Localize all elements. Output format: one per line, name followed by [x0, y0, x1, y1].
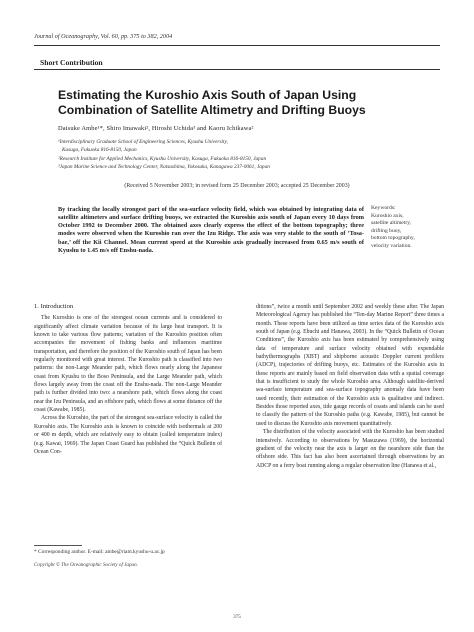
section-rule [34, 69, 440, 70]
affiliation-line: ³Japan Marine Science and Technology Center, Natsushima, Yokosuka, Kanagawa 237-0061, Japan [58, 164, 270, 171]
keywords-label: Keywords: [371, 205, 396, 211]
body-paragraph: The Kuroshio is one of the strongest ocean currents and is considered to significantly affect climate variation because of its large heat transport. It is known to take various flow patterns; variation of the Kuroshio position often accompanies the movement of fishing banks and influences maritime transportation, and therefore the position of the Kuroshio south of Japan has been regularly monitored with great interest. The Kuroshio path is classified into two patterns: the non-Large Meander path, which flows nearly along the Japanese coast from Kyushu to the Boso Peninsula, and the Large Meander path, which flows largely away from the coast off the Enshu-nada. The non-Large Meander path is further divided into two: a nearshore path, which flows along the coast near the Izu Peninsula, and an offshore path, which flows at some distance off the coast (Kawabe, 1985). [34, 315, 222, 414]
affiliation-line: Kasuga, Fukuoka 816-8150, Japan [62, 147, 137, 154]
left-column [34, 303, 222, 456]
right-column [256, 303, 444, 470]
body-paragraph: Across the Kuroshio, the part of the strongest sea-surface velocity is called the Kuroshio axis. The Kuroshio axis is known to coincide with isothermals at 200 or 400 m depth, which are relatively easy to obtain (called temperature index) (e.g. Kawai, 1969). The Japan Coast Guard has published the “Quick Bulletin of Ocean Con- [34, 415, 222, 455]
body-paragraph: ditions”, twice a month until September 2002 and weekly these after. The Japan Meteorological Agency has published the “Ten-day Marine Report” three times a month. These reports have been utilized as time series data of the Kuroshio axis south of Japan (e.g. Ebuchi and Hanawa, 2003). In the “Quick Bulletin of Ocean Conditions”, the Kuroshio axis has been estimated by comprehensively using data of temperature and surface velocity obtained with expendable bathythermographs (XBT) and shipborne acoustic Doppler current profilers (ADCP), trajectories of drifting buoys, etc. Estimates of the Kuroshio axis in these reports are mainly based on field observation data with a spatial coverage that is insufficient to study the whole Kuroshio area. Although satellite-derived sea-surface temperature and sea-surface topography anomaly data have been used recently, their estimation of the Kuroshio axis is qualitative and indirect. Besides those reported axes, tide gauge records of coasts and islands can be used to classify the pattern of the Kuroshio paths (e.g. Kawabe, 1985), but cannot be used to discuss the Kuroshio axis movement quantitatively. [256, 304, 444, 427]
keywords-list [371, 213, 451, 251]
paper-title: Estimating the Kuroshio Axis South of Japan Using Combination of Satellite Altimetry and Drifting Buoys [58, 88, 366, 118]
top-rule [34, 45, 440, 46]
page-number: 375 [233, 614, 241, 620]
affiliation-line: ¹Interdisciplinary Graduate School of Engineering Sciences, Kyushu University, [58, 139, 228, 145]
section-type: Short Contribution [40, 58, 103, 67]
keyword-item: bottom topography, [371, 235, 415, 242]
affiliations [58, 138, 398, 172]
keyword-item: Kuroshio axis, [371, 212, 404, 219]
received-dates: (Received 5 November 2003; in revised form 25 December 2003; accepted 25 December 2003) [124, 183, 350, 189]
journal-header: Journal of Oceanography, Vol. 60, pp. 375 to 382, 2004 [34, 33, 173, 40]
section-heading-introduction: 1. Introduction [34, 303, 74, 310]
body-paragraph: The distribution of the velocity associated with the Kuroshio has been studied intensively. According to observations by Masuzawa (1969), the horizontal gradient of the velocity near the axis is larger on the nearshore side than the offshore side. This fact has also been ascertained through observations by an ADCP on a ferry boat running along a regular observation line (Hanawa et al., [256, 429, 444, 469]
keywords-box [371, 205, 451, 251]
copyright-notice: Copyright © The Oceanographic Society of Japan. [34, 562, 138, 568]
keyword-item: drifting buoy, [371, 227, 402, 234]
abstract: By tracking the locally strongest part of the sea-surface velocity field, which was obtained by integrating data of satellite altimeters and surface drifting buoys, we extracted the Kuroshio axis south of Japan every 10 days from October 1992 to December 2000. The obtained axes clearly express the effect of the bottom topography; three modes were observed when the Kuroshio ran over the Izu Ridge. The axis was very stable to the south of ‘Tosa-bae,’ off the Kii Channel. Mean current speed at the Kuroshio axis gradually increased from 0.65 m/s south of Kyushu to 1.45 m/s off Enshu-nada. [58, 206, 364, 254]
keyword-item: velocity variation. [371, 242, 412, 249]
corresponding-author-footnote: * Corresponding author. E-mail: ambe@riam.kyushu-u.ac.jp [34, 549, 165, 555]
author-list: Daisuke Ambe¹*, Shiro Imawaki², Hiroshi Uchida³ and Kaoru Ichikawa² [58, 125, 254, 132]
affiliation-line: ²Research Institute for Applied Mechanics, Kyushu University, Kasuga, Fukuoka 816-8150, Japan [58, 155, 267, 162]
footnote-rule [34, 545, 82, 546]
keyword-item: satellite altimetry, [371, 220, 412, 227]
